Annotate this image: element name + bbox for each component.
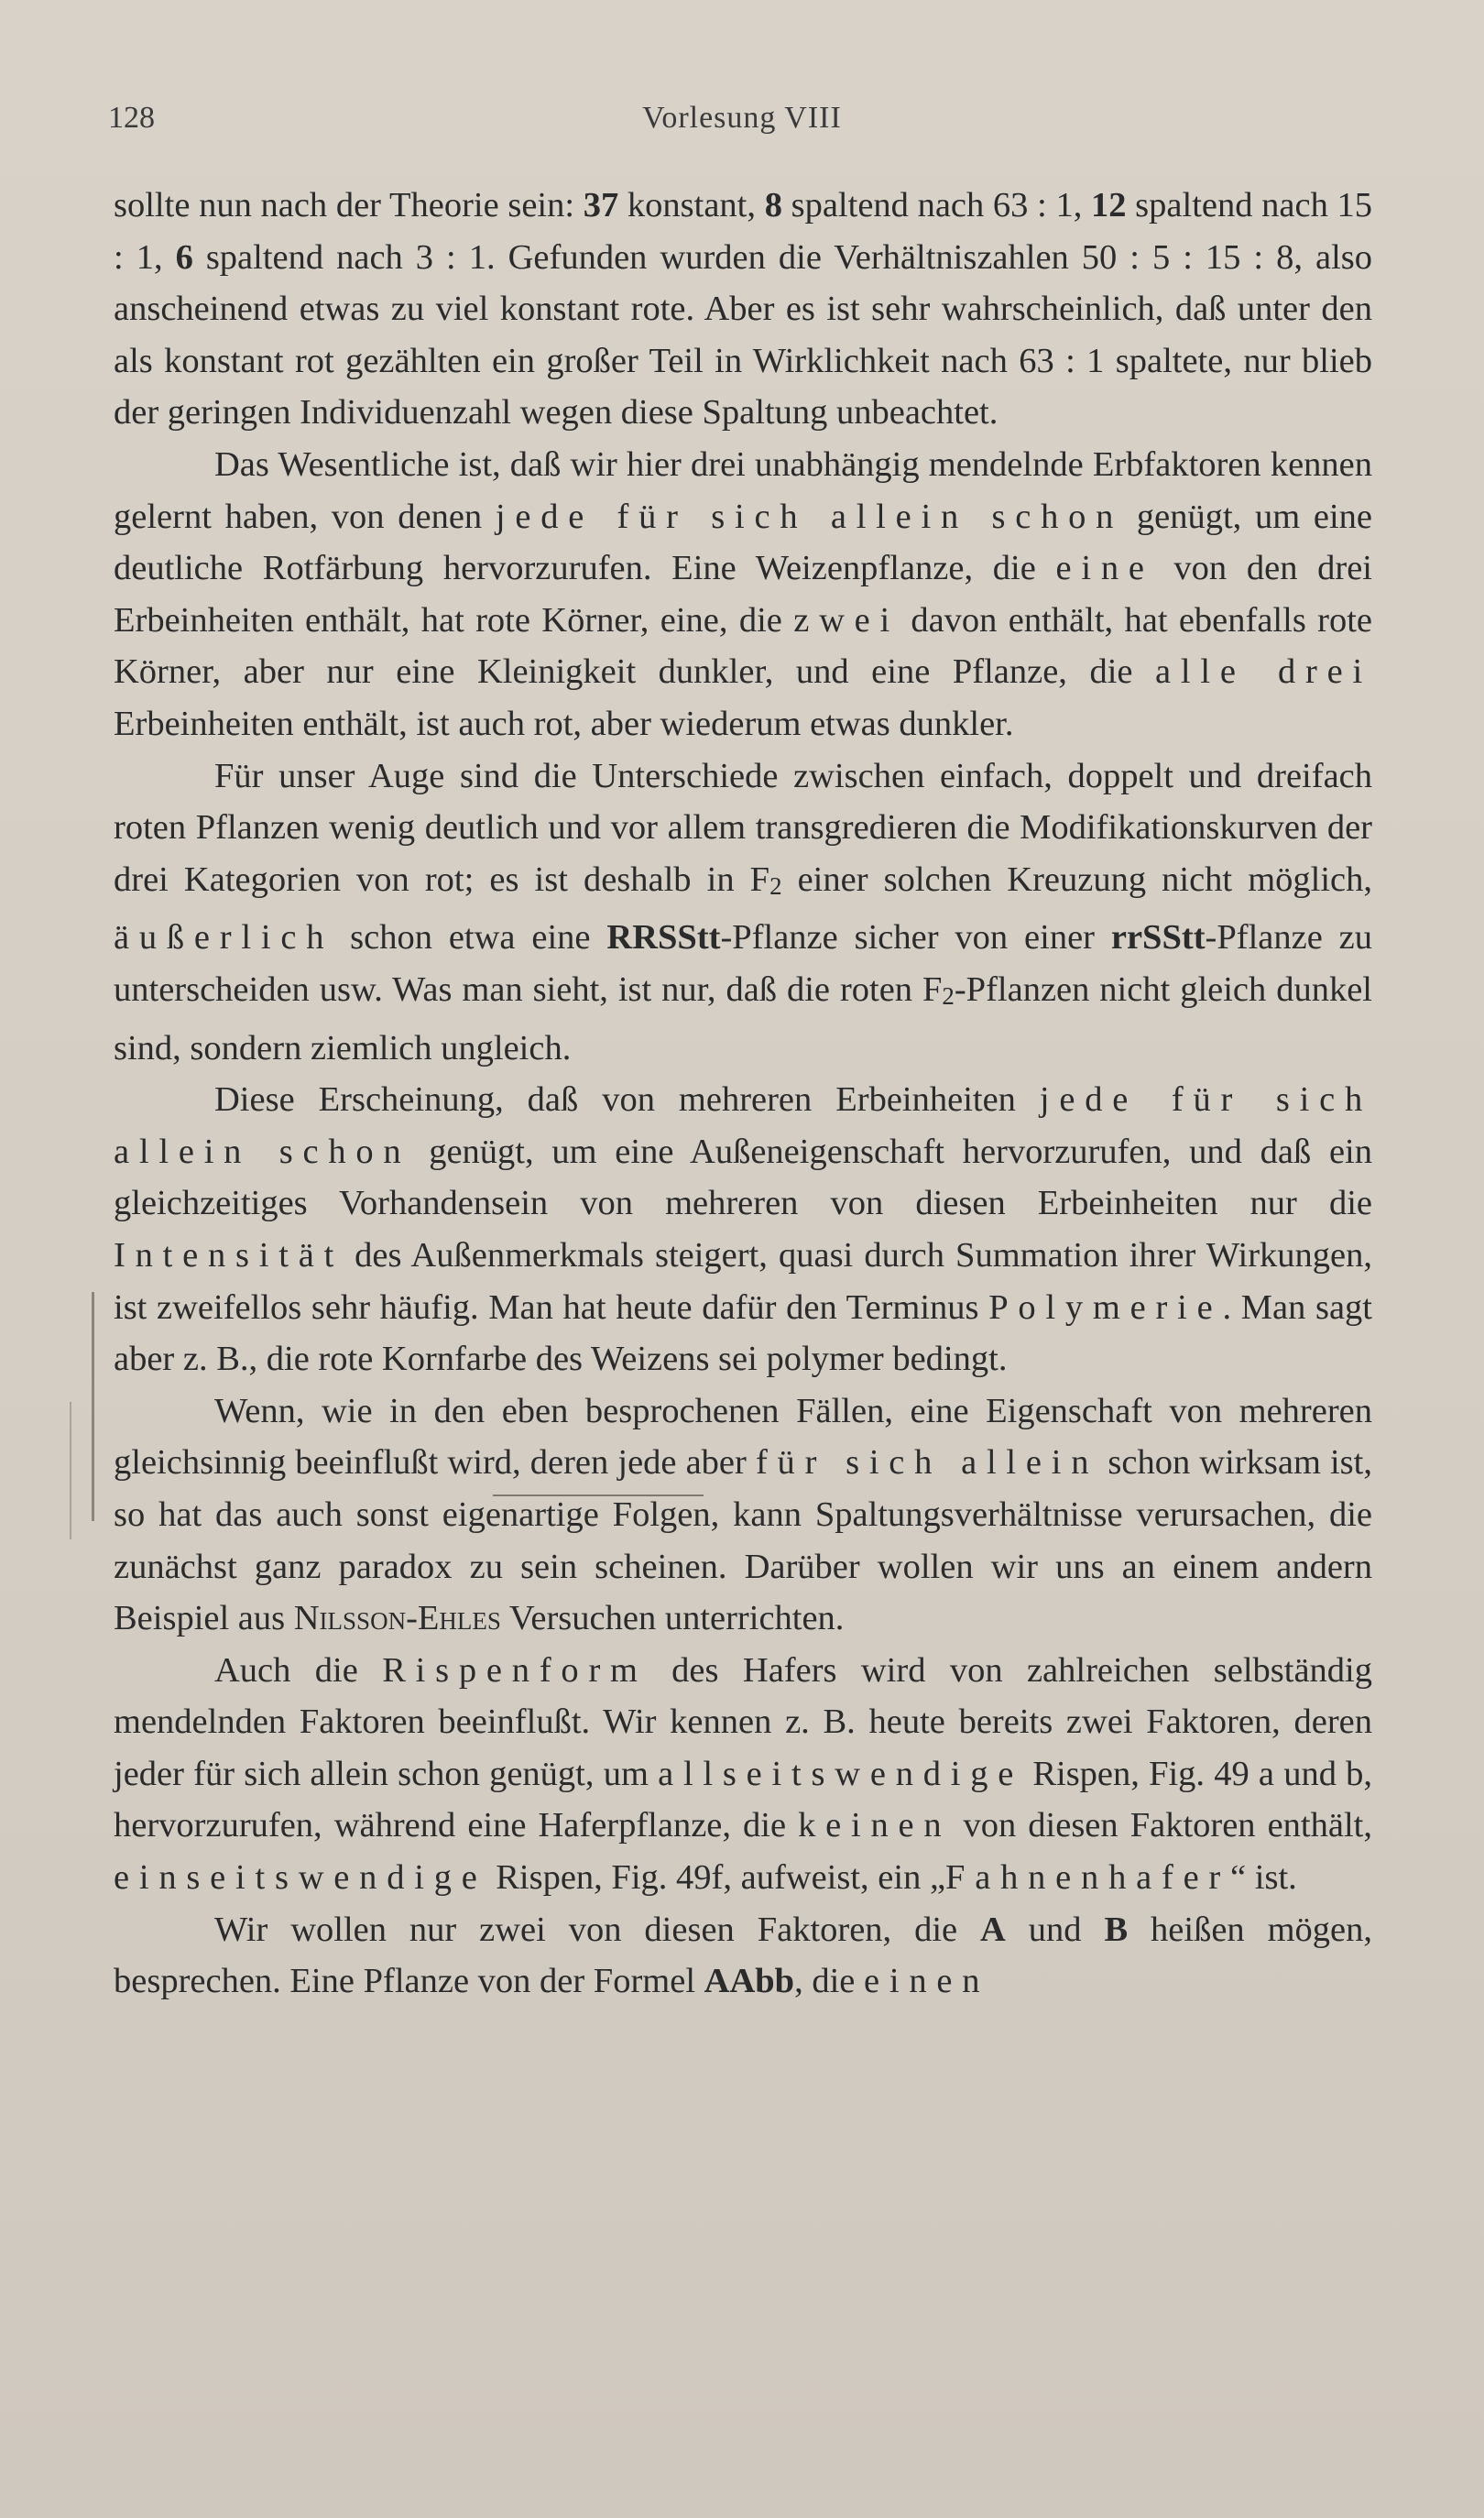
text-run: Auch die: [214, 1650, 383, 1690]
text-run: einer solchen Kreuzung nicht möglich,: [781, 859, 1373, 899]
spaced-emphasis: jede für sich allein schon: [495, 497, 1124, 536]
text-run: “ ist.: [1230, 1858, 1297, 1898]
paragraph-6: [114, 1645, 1372, 1904]
text-run: . Man sagt aber z. B., die rote Kornfarbe des Weizens sei polymer bedingt.: [114, 1287, 1372, 1379]
text-run: und: [1005, 1910, 1105, 1949]
bold-formula: B: [1104, 1910, 1129, 1949]
text-run: spaltend nach 63 : 1,: [781, 186, 1092, 224]
bold-number: 37: [583, 186, 619, 224]
spaced-emphasis: eine: [1055, 549, 1154, 588]
text-run: schon etwa eine: [333, 918, 607, 958]
text-run: spaltend nach 3 : 1. Gefunden wurden die Verhältniszahlen 50 : 5 : 15 : 8, also anscheinend etwas zu viel konstant rote. Aber es ist sehr wahrscheinlich, daß unter den als konstant rot gezählten ein großer Teil in Wirklichkeit nach 63 : 1 spaltete, nur blieb der geringen Individuenzahl wegen diese Spaltung unbeachtet.: [114, 237, 1373, 432]
running-title: Vorlesung VIII: [642, 101, 842, 135]
paragraph-5: [114, 1385, 1372, 1645]
text-run: -Pflanzen nicht gleich dunkel sind, sondern ziemlich ungleich.: [114, 969, 1372, 1067]
text-run: Für unser Auge sind die Unterschiede zwischen einfach, doppelt und dreifach roten Pflanzen wenig deutlich und vor allem transgredieren die Modifikationskurven der drei Kategorien von rot; es ist deshalb in F: [114, 756, 1372, 899]
text-run: schon wirksam ist, so hat das auch sonst eigenartige Folgen, kann Spaltungsverhältnisse verursachen, die zunächst ganz paradox zu sein scheinen. Darüber wollen wir uns an einem andern Beispiel aus: [114, 1443, 1372, 1638]
bold-formula: rrSStt: [1110, 918, 1206, 958]
spaced-emphasis: jede für sich allein schon: [114, 1080, 1372, 1171]
spaced-emphasis: keinen: [798, 1806, 952, 1845]
text-run: spaltend nach 15 : 1,: [114, 186, 1373, 277]
text-run: Diese Erscheinung, daß von mehreren Erbeinheiten: [214, 1080, 1040, 1120]
text-run: -Pflanze sicher von einer: [720, 918, 1111, 958]
paragraph-2: [114, 439, 1372, 750]
spaced-emphasis: Fahnenhafer: [945, 1858, 1231, 1898]
spaced-emphasis: äußerlich: [114, 918, 334, 958]
bold-number: 12: [1091, 186, 1127, 224]
bold-formula: RRSStt: [606, 918, 721, 958]
text-run: von den drei Erbeinheiten enthält, hat rote Körner, eine, die: [114, 549, 1372, 640]
paragraph-3: [114, 750, 1372, 1075]
paragraph-7: [114, 1904, 1372, 2008]
text-run: konstant,: [618, 186, 765, 224]
spaced-emphasis: Polymerie: [988, 1287, 1223, 1327]
subscript: 2: [942, 981, 955, 1010]
pencil-margin-mark: [92, 1292, 122, 1521]
paragraph-1: [114, 180, 1372, 439]
pencil-margin-mark-outer: [70, 1402, 75, 1539]
text-run: Rispen, Fig. 49 a und b, hervorzurufen, während eine Haferpflanze, die: [114, 1754, 1372, 1845]
bold-formula: A: [980, 1910, 1006, 1949]
text-run: genügt, um eine Außeneigenschaft hervorzurufen, und daß ein gleichzeitiges Vorhandensein von mehreren von diesen Erbeinheiten nur die: [114, 1132, 1373, 1223]
paragraph-4: [114, 1074, 1372, 1385]
text-run: genügt, um eine deutliche Rotfärbung hervorzurufen. Eine Weizenpflanze, die: [114, 497, 1372, 588]
page-number: 128: [108, 101, 155, 135]
text-run: Das Wesentliche ist, daß wir hier drei unabhängig mendelnde Erbfaktoren kennen gelernt haben, von denen: [114, 444, 1372, 536]
text-run: davon enthält, hat ebenfalls rote Körner, aber nur eine Kleinigkeit dunkler, und eine Pflanze, die: [114, 600, 1372, 692]
text-run: Versuchen unterrichten.: [500, 1599, 845, 1638]
spaced-emphasis: einen: [864, 1962, 990, 2001]
bold-formula: AAbb: [704, 1962, 795, 2001]
spaced-emphasis: einseitswendige: [114, 1858, 487, 1898]
bold-number: 8: [764, 186, 782, 224]
text-run: Rispen, Fig. 49f, aufweist, ein „: [486, 1858, 946, 1898]
pencil-underline-mark: [493, 1491, 704, 1496]
text-run: des Hafers wird von zahlreichen selbständig mendelnden Faktoren beeinflußt. Wir kennen z. B. heute bereits zwei Faktoren, deren jeder für sich allein schon genügt, um: [114, 1650, 1372, 1793]
text-run: Erbeinheiten enthält, ist auch rot, aber wiederum etwas dunkler.: [114, 704, 1014, 743]
spaced-emphasis: alle drei: [1155, 652, 1372, 692]
bold-number: 6: [175, 237, 193, 277]
text-run: , die: [794, 1962, 865, 2001]
text-run: sollte nun nach der Theorie sein:: [114, 186, 584, 224]
spaced-emphasis: Intensität: [114, 1235, 344, 1275]
text-run: Wenn, wie in den eben besprochenen Fällen, eine Eigenschaft von mehreren gleichsinnig beeinflußt wird, deren jede aber: [114, 1391, 1372, 1483]
body-text: [114, 180, 1372, 2008]
text-run: Wir wollen nur zwei von diesen Faktoren, die: [214, 1910, 981, 1949]
text-run: von diesen Faktoren enthält,: [951, 1806, 1372, 1845]
text-run: -Pflanze zu unterscheiden usw. Was man sieht, ist nur, daß die roten F: [114, 918, 1373, 1009]
spaced-emphasis: für sich allein: [755, 1443, 1099, 1483]
small-caps-name: Nilsson-Ehles: [293, 1599, 501, 1638]
spaced-emphasis: zwei: [793, 600, 900, 640]
page-header: [108, 101, 1376, 147]
spaced-emphasis: allseitswendige: [658, 1754, 1024, 1793]
text-run: des Außenmerkmals steigert, quasi durch Summation ihrer Wirkungen, ist zweifellos sehr häufig. Man hat heute dafür den Terminus: [114, 1235, 1372, 1327]
spaced-emphasis: Rispenform: [382, 1650, 648, 1690]
subscript: 2: [769, 871, 782, 900]
text-run: heißen mögen, besprechen. Eine Pflanze von der Formel: [114, 1910, 1373, 2001]
